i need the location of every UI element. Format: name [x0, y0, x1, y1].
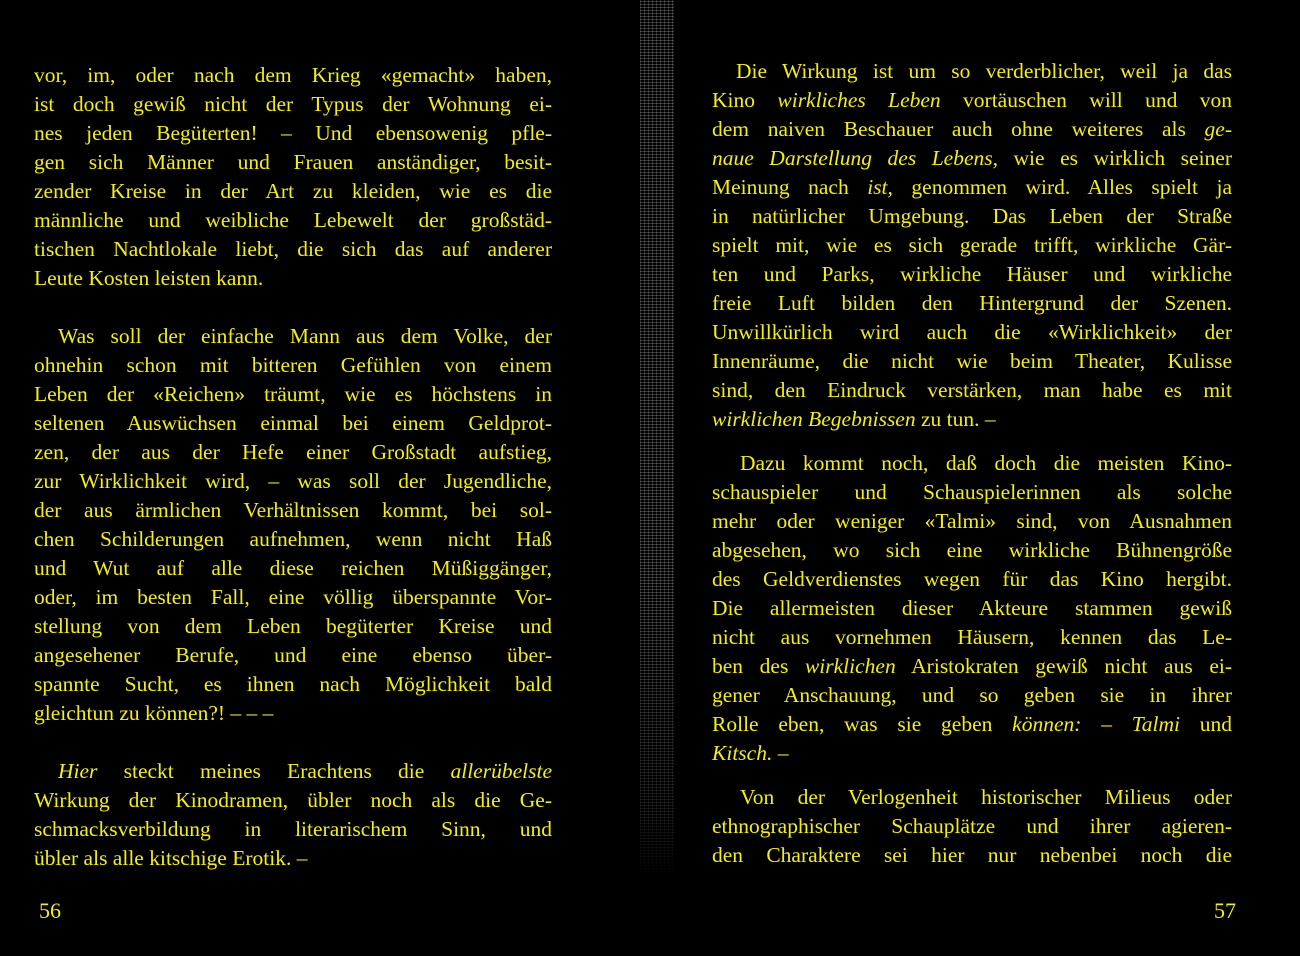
text-line: Die allermeisten dieser Akteure stammen gewiß: [712, 596, 1232, 620]
text-line: Leute Kosten leisten kann.: [34, 266, 264, 290]
text-line: stellung von dem Leben begüterter Kreise und: [34, 614, 552, 638]
text-line: ten und Parks, wirkliche Häuser und wirkliche: [712, 262, 1232, 286]
left-paragraph-3: [34, 757, 552, 873]
italic-text: wirklichen: [804, 654, 896, 678]
text-line: gen sich Männer und Frauen anständiger, besit-: [34, 150, 552, 174]
text-line: den Charaktere sei hier nur nebenbei noch die: [712, 843, 1232, 867]
text-line: Was soll der einfache Mann aus dem Volke, der: [58, 324, 552, 348]
page-number: 56: [39, 898, 61, 923]
italic-text: Talmi: [1131, 712, 1180, 736]
text-line: Die Wirkung ist um so verderblicher, weil ja das: [736, 59, 1232, 83]
text-line: männliche und weibliche Lebewelt der großstäd-: [34, 208, 552, 232]
text-line: [712, 144, 1232, 173]
text-line: Leben der «Reichen» träumt, wie es höchstens in: [34, 382, 552, 406]
text-line: [712, 739, 1232, 768]
italic-text: wirklichen Begebnissen: [712, 407, 916, 431]
text-line: vor, im, oder nach dem Krieg «gemacht» haben,: [34, 63, 552, 87]
text-span: dem naiven Beschauer auch ohne weiteres als: [712, 117, 1205, 141]
text-line: ohnehin schon mit bitteren Gefühlen von einem: [34, 353, 552, 377]
text-line: [712, 405, 1232, 434]
text-line: des Geldverdienstes wegen für das Kino hergibt.: [712, 567, 1232, 591]
right-paragraph-3: [712, 783, 1232, 870]
italic-text: ge-: [1204, 117, 1232, 141]
text-line: [712, 115, 1232, 144]
text-line: ethnographischer Schauplätze und ihrer agieren-: [712, 814, 1232, 838]
text-line: schauspieler und Schauspielerinnen als solche: [712, 480, 1232, 504]
text-line: zur Wirklichkeit wird, – was soll der Jugendliche,: [34, 469, 552, 493]
text-line: zen, der aus der Hefe einer Großstadt aufstieg,: [34, 440, 552, 464]
italic-text: Kitsch.: [712, 741, 773, 765]
text-line: nicht aus vornehmen Häusern, kennen das Le-: [712, 625, 1232, 649]
text-span: Kino: [712, 88, 778, 112]
text-line: [712, 86, 1232, 115]
left-page: [34, 0, 552, 956]
text-line: ist doch gewiß nicht der Typus der Wohnung ei-: [34, 92, 552, 116]
right-paragraph-1: [712, 57, 1232, 434]
text-span: steckt meines Erachtens die: [97, 759, 451, 783]
left-page-text: [34, 61, 552, 902]
text-line: spielt mit, wie es sich gerade trifft, wirkliche Gär-: [712, 233, 1232, 257]
text-line: angesehener Berufe, und eine ebenso über-: [34, 643, 552, 667]
text-line: abgesehen, wo sich eine wirkliche Bühnengröße: [712, 538, 1232, 562]
text-line: Wirkung der Kinodramen, übler noch als die Ge-: [34, 788, 552, 812]
text-line: spannte Sucht, es ihnen nach Möglichkeit bald: [34, 672, 552, 696]
text-line: [34, 757, 552, 786]
italic-text: Hier: [58, 759, 98, 783]
text-line: sind, den Eindruck verstärken, man habe es mit: [712, 378, 1232, 402]
text-span: genommen wird. Alles spielt ja: [892, 175, 1232, 199]
text-line: freie Luft bilden den Hintergrund der Szenen.: [712, 291, 1232, 315]
text-line: chen Schilderungen aufnehmen, wenn nicht Haß: [34, 527, 552, 551]
text-line: Innenräume, die nicht wie beim Theater, Kulisse: [712, 349, 1232, 373]
text-span: –: [772, 741, 789, 765]
text-line: tischen Nachtlokale liebt, die sich das auf anderer: [34, 237, 552, 261]
text-line: Dazu kommt noch, daß doch die meisten Kino-: [740, 451, 1232, 475]
text-line: [712, 652, 1232, 681]
italic-text: allerübelste: [450, 759, 552, 783]
text-line: [712, 173, 1232, 202]
text-line: seltenen Auswüchsen einmal bei einem Geldprot-: [34, 411, 552, 435]
italic-text: ist,: [867, 175, 893, 199]
book-gutter: [640, 0, 674, 956]
italic-text: können:: [1012, 712, 1082, 736]
italic-text: naue Darstellung des Lebens,: [712, 146, 999, 170]
text-line: zender Kreise in der Art zu kleiden, wie es die: [34, 179, 552, 203]
text-span: vortäuschen will und von: [940, 88, 1232, 112]
text-line: übler als alle kitschige Erotik. –: [34, 846, 308, 870]
text-line: schmacksverbildung in literarischem Sinn, und: [34, 817, 552, 841]
right-page: [712, 0, 1236, 956]
text-span: Rolle eben, was sie geben: [712, 712, 1013, 736]
text-span: wie es wirklich seiner: [998, 146, 1233, 170]
text-line: mehr oder weniger «Talmi» sind, von Ausnahmen: [712, 509, 1232, 533]
text-span: und: [1179, 712, 1233, 736]
text-line: gener Anschauung, und so geben sie in ihrer: [712, 683, 1232, 707]
text-line: [712, 710, 1232, 739]
right-page-text: [712, 57, 1232, 885]
text-line: nes jeden Begüterten! – Und ebensowenig pfle-: [34, 121, 552, 145]
left-paragraph-2: [34, 322, 552, 728]
text-line: Unwillkürlich wird auch die «Wirklichkeit» der: [712, 320, 1232, 344]
right-paragraph-2: [712, 449, 1232, 768]
text-span: –: [1081, 712, 1132, 736]
italic-text: wirkliches Leben: [777, 88, 941, 112]
left-paragraph-1: [34, 61, 552, 293]
text-line: oder, im besten Fall, eine völlig überspannte Vor-: [34, 585, 552, 609]
text-line: der aus ärmlichen Verhältnissen kommt, bei sol-: [34, 498, 552, 522]
text-span: Aristokraten gewiß nicht aus ei-: [895, 654, 1232, 678]
text-span: zu tun. –: [915, 407, 996, 431]
text-span: ben des: [712, 654, 805, 678]
text-line: Von der Verlogenheit historischer Milieus oder: [740, 785, 1232, 809]
text-line: und Wut auf alle diese reichen Müßiggänger,: [34, 556, 552, 580]
text-line: in natürlicher Umgebung. Das Leben der Straße: [712, 204, 1232, 228]
page-number: 57: [1214, 898, 1236, 923]
text-line: gleichtun zu können?! – – –: [34, 701, 274, 725]
text-span: Meinung nach: [712, 175, 868, 199]
